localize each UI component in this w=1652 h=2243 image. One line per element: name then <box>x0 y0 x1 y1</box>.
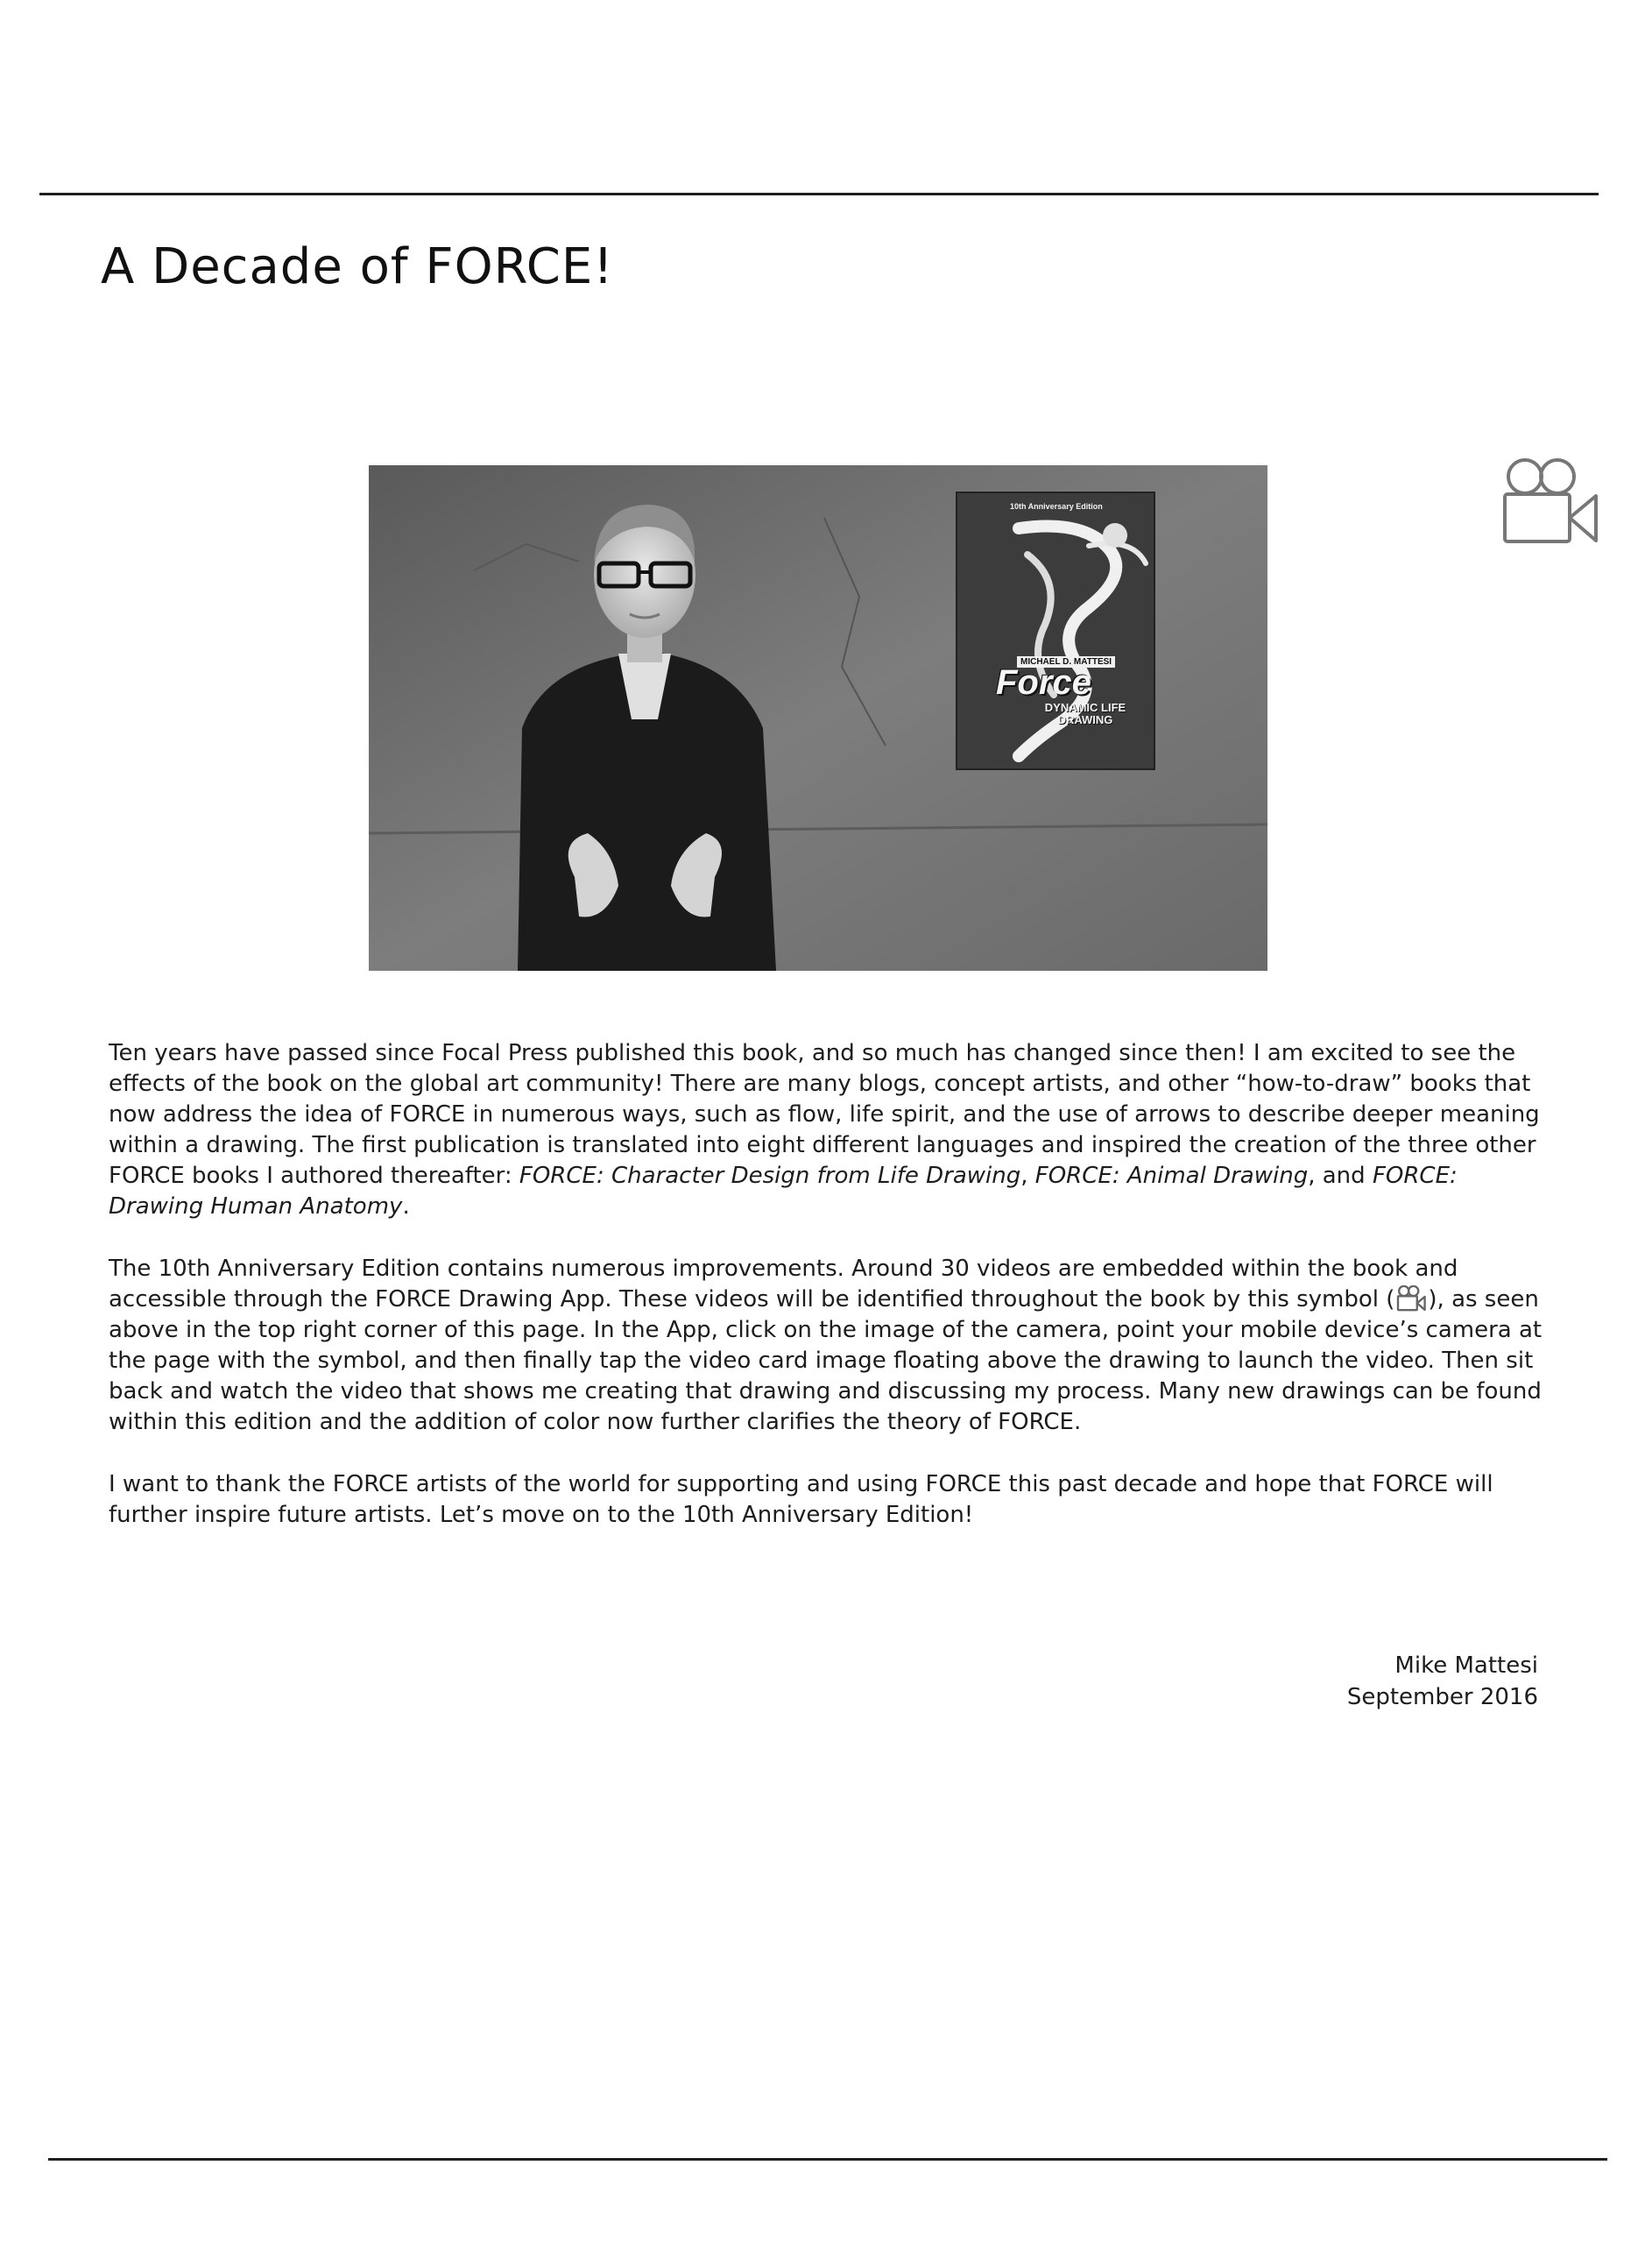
paragraph-videos-text-start: The 10th Anniversary Edition contains numerous improvements. Around 30 videos are embedded within the book and accessible through the FORCE Drawing App. These videos will be identified throughout the book by this symbol ( <box>109 1256 1458 1313</box>
cover-title: Force <box>996 663 1091 702</box>
body-text <box>109 1038 1545 1562</box>
page-title: A Decade of FORCE! <box>101 238 614 295</box>
author-video-still <box>369 465 1267 971</box>
book-cover-image <box>956 492 1155 770</box>
separator: , and <box>1308 1163 1373 1189</box>
bottom-rule <box>48 2158 1607 2161</box>
paragraph-videos <box>109 1254 1545 1438</box>
cover-subtitle: DYNAMIC LIFE DRAWING <box>1044 701 1126 726</box>
book-title-animal-drawing: FORCE: Animal Drawing <box>1034 1163 1309 1189</box>
sentence-end: . <box>402 1193 410 1220</box>
top-rule <box>39 193 1599 195</box>
signature <box>1347 1650 1538 1713</box>
book-title-human-anatomy: FORCE: Drawing Human Anatomy <box>109 1163 1458 1220</box>
paragraph-videos-text-end: ), as seen above in the top right corner of this page. In the App, click on the image of the camera, point your mobile device’s camera at the page with the symbol, and then finally tap the video card image floating above the drawing to launch the video. Then sit back and watch the video that shows me creating that drawing and discussing my process. Many new drawings can be found within this edition and the addition of color now further clarifies the theory of FORCE. <box>109 1286 1543 1435</box>
signature-date: September 2016 <box>1346 1684 1538 1710</box>
paragraph-intro <box>109 1038 1545 1222</box>
video-camera-icon <box>1500 457 1599 547</box>
separator: , <box>1020 1163 1035 1189</box>
paragraph-intro-text: Ten years have passed since Focal Press published this book, and so much has changed since then! I am excited to see the effects of the book on the global art community! There are many blogs, concept artists, and other “how-to-draw” books that now address the idea of FORCE in numerous ways, such as flow, life spirit, and the use of arrows to describe deeper meaning within a drawing. The first publication is translated into eight different languages and inspired the creation of the three other FORCE books I authored thereafter: <box>109 1040 1540 1189</box>
cover-author: MICHAEL D. MATTESI <box>1017 656 1115 668</box>
book-title-character-design: FORCE: Character Design from Life Drawing <box>519 1163 1021 1189</box>
figure-drawing-illustration <box>957 493 1155 770</box>
author-name: Mike Mattesi <box>1394 1652 1538 1679</box>
cover-edition-line: 10th Anniversary Edition <box>1010 502 1103 511</box>
paragraph-thanks: I want to thank the FORCE artists of the world for supporting and using FORCE this past decade and hope that FORCE will further inspire future artists. Let’s move on to the 10th Anniversary Edition! <box>109 1471 1493 1528</box>
inline-video-camera-icon <box>1396 1285 1426 1312</box>
